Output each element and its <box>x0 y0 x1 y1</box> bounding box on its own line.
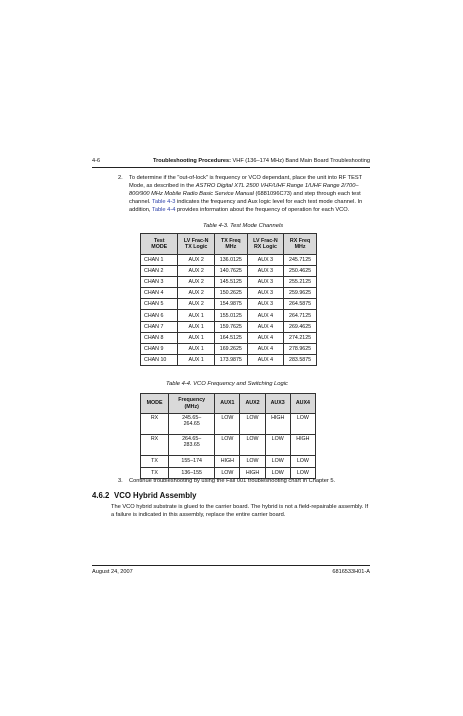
table-cell <box>290 414 315 435</box>
step-2-number: 2. <box>118 175 123 181</box>
table-row <box>141 467 316 479</box>
table-cell: 159.7625 <box>214 321 247 332</box>
table-cell: AUX 1 <box>178 310 214 321</box>
table-cell <box>265 435 290 456</box>
header-rule <box>92 167 370 168</box>
cell-text: 136–155 <box>181 469 202 476</box>
cell-text: RX Logic <box>253 244 277 250</box>
table-4-3-caption: Table 4-3. Test Mode Channels <box>203 223 284 229</box>
table-cell: AUX 2 <box>178 299 214 310</box>
cell-text: 264.65 <box>183 421 200 428</box>
table-row <box>141 435 316 456</box>
link-table-4-4[interactable]: Table 4-4 <box>151 206 176 213</box>
cell-text: AUX4 <box>295 400 310 407</box>
cell-text: TX <box>151 469 158 476</box>
cell-text: MHz <box>294 244 306 250</box>
table-cell: 264.7125 <box>284 310 317 321</box>
table-cell: 154.9875 <box>214 299 247 310</box>
table-cell <box>265 467 290 479</box>
table-cell: CHAN 4 <box>141 288 178 299</box>
table-cell: 173.9875 <box>214 354 247 365</box>
column-header <box>290 394 315 414</box>
cell-text: LOW <box>246 415 259 421</box>
table-cell <box>141 414 169 435</box>
test-mode-channels-table <box>140 233 317 366</box>
cell-text: MODE <box>146 400 163 407</box>
table-cell: AUX 4 <box>247 310 283 321</box>
table-header-row <box>141 234 317 255</box>
cell-text: LOW <box>271 469 284 476</box>
table-cell <box>290 467 315 479</box>
cell-text: 155–174 <box>181 458 202 465</box>
table-cell: 250.4625 <box>284 266 317 277</box>
table-cell <box>215 467 240 479</box>
cell-text: MODE <box>151 244 168 250</box>
table-cell: AUX 3 <box>247 299 283 310</box>
table-cell: AUX 4 <box>247 343 283 354</box>
cell-text: Frequency <box>178 397 206 404</box>
cell-text: AUX1 <box>220 400 235 407</box>
section-heading <box>92 491 196 500</box>
table-cell: 255.2125 <box>284 277 317 288</box>
table-cell: CHAN 8 <box>141 332 178 343</box>
table-row <box>141 321 317 332</box>
cell-text: HIGH <box>271 415 285 421</box>
cell-text: LOW <box>246 436 259 442</box>
table-row <box>141 277 317 288</box>
table-cell <box>240 467 265 479</box>
section-number: 4.6.2 <box>92 491 110 500</box>
cell-text: LV Frac-N <box>253 237 278 244</box>
step-2 <box>118 175 370 215</box>
table-cell: AUX 1 <box>178 321 214 332</box>
table-cell: AUX 3 <box>247 277 283 288</box>
cell-text: LOW <box>271 458 284 465</box>
table-cell: AUX 2 <box>178 288 214 299</box>
cell-text: AUX3 <box>270 400 285 407</box>
table-cell: 278.9625 <box>284 343 317 354</box>
table-cell: 155.0125 <box>214 310 247 321</box>
table-cell <box>290 435 315 456</box>
step-2-text-part: To determine if the "out-of-lock" is frequency or VCO dependant, place the unit into RF TEST Mode, as described in the <box>129 175 363 189</box>
cell-text: 264.65– <box>182 436 202 442</box>
table-row <box>141 332 317 343</box>
table-cell: 283.5875 <box>284 354 317 365</box>
step-2-text-part: indicates the frequency and Aux logic level for each test mode channel. In addition, <box>129 198 363 213</box>
column-header <box>240 394 265 414</box>
table-cell <box>169 467 215 479</box>
table-cell: AUX 2 <box>178 277 214 288</box>
footer-doc-number: 6816533H01-A <box>332 569 370 575</box>
table-cell <box>141 435 169 456</box>
table-cell: CHAN 6 <box>141 310 178 321</box>
cell-text: 283.65 <box>183 442 200 449</box>
link-table-4-3[interactable]: Table 4-3 <box>151 198 176 205</box>
cell-text: HIGH <box>296 436 310 442</box>
cell-text: LOW <box>221 469 234 476</box>
table-cell: AUX 2 <box>178 255 214 266</box>
table-cell <box>215 456 240 468</box>
table-cell: AUX 3 <box>247 255 283 266</box>
table-row <box>141 288 317 299</box>
column-header <box>169 394 215 414</box>
cell-text: AUX2 <box>245 400 260 407</box>
table-cell: CHAN 3 <box>141 277 178 288</box>
table-cell: 274.2125 <box>284 332 317 343</box>
cell-text: RX <box>150 436 159 442</box>
step-3-text: Continue troubleshooting by using the Fail 001 troubleshooting chart in Chapter 5. <box>129 478 336 484</box>
column-header <box>141 234 178 255</box>
cell-text: LV Frac-N <box>183 237 209 244</box>
section-title: VCO Hybrid Assembly <box>114 491 197 500</box>
column-header <box>141 394 169 414</box>
table-cell: 145.5125 <box>214 277 247 288</box>
vco-frequency-table <box>140 393 316 479</box>
table-header-row <box>141 394 316 414</box>
cell-text: LOW <box>271 436 284 442</box>
table-cell: 269.4625 <box>284 321 317 332</box>
footer-date: August 24, 2007 <box>92 569 133 575</box>
column-header <box>214 234 247 255</box>
table-cell: CHAN 2 <box>141 266 178 277</box>
step-2-text-part: provides information about the frequency of operation for each VCO. <box>175 206 350 213</box>
column-header <box>265 394 290 414</box>
table-cell <box>215 414 240 435</box>
table-cell: CHAN 7 <box>141 321 178 332</box>
table-row <box>141 343 317 354</box>
cell-text: LOW <box>221 436 234 442</box>
cell-text: TX Logic <box>185 244 208 250</box>
table-cell: 245.7125 <box>284 255 317 266</box>
table-cell <box>265 414 290 435</box>
table-4-4-caption: Table 4-4. VCO Frequency and Switching Logic <box>166 381 288 387</box>
table-cell: CHAN 9 <box>141 343 178 354</box>
table-cell <box>290 456 315 468</box>
page-number: 4-6 <box>92 158 101 164</box>
table-cell: AUX 4 <box>247 332 283 343</box>
table-cell: CHAN 1 <box>141 255 178 266</box>
table-row <box>141 255 317 266</box>
table-row <box>141 266 317 277</box>
table-cell: CHAN 10 <box>141 354 178 365</box>
step-3-number: 3. <box>118 478 123 484</box>
cell-text: HIGH <box>245 469 260 476</box>
table-cell: AUX 3 <box>247 266 283 277</box>
table-cell <box>169 414 215 435</box>
cell-text: 245.65– <box>182 415 202 421</box>
cell-text: TX <box>151 458 158 465</box>
footer-rule <box>92 565 370 566</box>
table-cell: AUX 4 <box>247 321 283 332</box>
column-header <box>215 394 240 414</box>
column-header <box>178 234 214 255</box>
column-header <box>284 234 317 255</box>
cell-text: Test <box>153 237 165 244</box>
table-cell <box>141 467 169 479</box>
table-cell: 264.5875 <box>284 299 317 310</box>
table-cell <box>215 435 240 456</box>
table-cell <box>169 456 215 468</box>
table-cell: 259.9625 <box>284 288 317 299</box>
table-cell: 140.7625 <box>214 266 247 277</box>
table-cell: AUX 1 <box>178 354 214 365</box>
table-cell: AUX 1 <box>178 343 214 354</box>
running-title-bold: Troubleshooting Procedures: <box>152 158 231 164</box>
step-2-text <box>129 175 370 215</box>
table-cell: 164.5125 <box>214 332 247 343</box>
cell-text: LOW <box>296 469 309 476</box>
manual-title: ASTRO Digital XTL 2500 VHF/UHF Range 1/UHF Range 2/700–800/900 MHz Mobile Radio Basic Service Manual <box>129 182 359 197</box>
table-cell: CHAN 5 <box>141 299 178 310</box>
cell-text: LOW <box>296 415 309 421</box>
table-cell: 150.2625 <box>214 288 247 299</box>
table-cell <box>265 456 290 468</box>
table-cell <box>240 414 265 435</box>
table-cell <box>169 435 215 456</box>
table-cell: 136.0125 <box>214 255 247 266</box>
cell-text: LOW <box>221 415 234 421</box>
cell-text: (MHz) <box>184 403 199 410</box>
table-row <box>141 456 316 468</box>
table-row <box>141 414 316 435</box>
column-header <box>247 234 283 255</box>
cell-text: MHz <box>225 244 237 250</box>
table-cell <box>240 456 265 468</box>
cell-text: HIGH <box>220 458 234 465</box>
step-3 <box>118 478 370 484</box>
table-cell: AUX 1 <box>178 332 214 343</box>
table-row <box>141 310 317 321</box>
table-row <box>141 354 317 365</box>
cell-text: RX <box>150 415 159 421</box>
table-cell: AUX 2 <box>178 266 214 277</box>
table-cell: 169.2625 <box>214 343 247 354</box>
cell-text: LOW <box>246 458 259 465</box>
table-cell <box>240 435 265 456</box>
section-paragraph: The VCO hybrid substrate is glued to the carrier board. The hybrid is not a field-repairable assembly. If a failure is indicated in this assembly, replace the entire carrier board. <box>111 504 369 518</box>
cell-text: LOW <box>296 458 309 465</box>
table-cell: AUX 3 <box>247 288 283 299</box>
cell-text: RX Freq <box>289 237 311 244</box>
table-cell: AUX 4 <box>247 354 283 365</box>
running-title-rest: VHF (136–174 MHz) Band Main Board Troubleshooting <box>231 158 370 164</box>
table-row <box>141 299 317 310</box>
table-cell <box>141 456 169 468</box>
step-2-text-part: (6881096C73) and step through each test channel. <box>129 190 361 205</box>
running-title <box>153 158 370 164</box>
cell-text: TX Freq <box>220 237 241 244</box>
